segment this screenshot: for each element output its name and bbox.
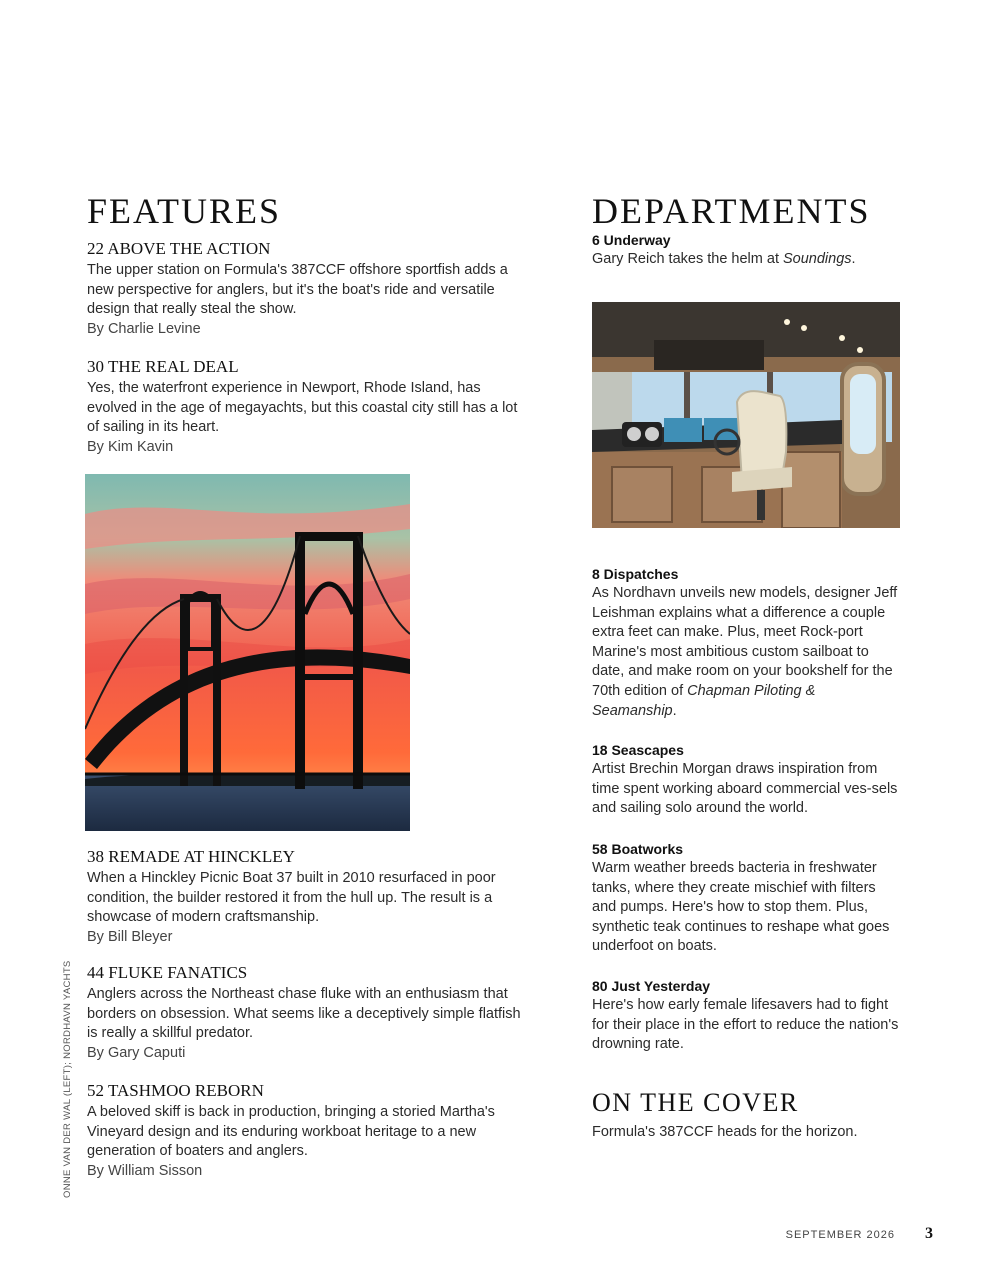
department-heading: 18 Seascapes <box>592 742 684 758</box>
feature-byline: By Bill Bleyer <box>87 928 173 945</box>
feature-number: 22 <box>87 239 104 258</box>
feature-number: 44 <box>87 963 104 982</box>
book-title: Chapman Piloting & Seamanship <box>592 682 816 719</box>
feature-title: TASHMOO REBORN <box>107 1081 264 1100</box>
feature-title: ABOVE THE ACTION <box>107 239 271 258</box>
feature-byline: By William Sisson <box>87 1162 203 1179</box>
bridge-illustration <box>85 474 410 831</box>
feature-description: Anglers across the Northeast chase fluke with an enthusiasm that borders on obsession. What seems like a deceptively simple flatfish is really a skillful predator. <box>87 986 521 1042</box>
feature-byline: By Gary Caputi <box>87 1044 186 1061</box>
department-item[interactable] <box>592 840 902 957</box>
feature-byline: By Kim Kavin <box>87 438 174 455</box>
feature-description: When a Hinckley Picnic Boat 37 built in 2010 resurfaced in poor condition, the builder restored it from the hull up. The result is a showcase of modern craftsmanship. <box>87 870 496 926</box>
feature-number: 30 <box>87 357 104 376</box>
feature-number: 38 <box>87 847 104 866</box>
department-heading: 6 Underway <box>592 232 671 248</box>
publication-name: Soundings <box>783 251 852 267</box>
helm-illustration <box>592 302 900 528</box>
feature-byline: By Charlie Levine <box>87 320 201 337</box>
feature-item[interactable] <box>87 1081 527 1181</box>
feature-heading <box>87 239 527 259</box>
feature-title: THE REAL DEAL <box>107 357 239 376</box>
feature-heading <box>87 357 527 377</box>
feature-item[interactable] <box>87 847 527 947</box>
features-title: FEATURES <box>87 191 282 231</box>
department-item[interactable] <box>592 977 902 1055</box>
department-description: Here's how early female lifesavers had to fight for their place in the effort to reduce the nation's drowning rate. <box>592 997 899 1053</box>
feature-item[interactable] <box>87 963 527 1063</box>
feature-description: A beloved skiff is back in production, bringing a storied Martha's Vineyard design and its enduring workboat heritage to a new generation of boaters and anglers. <box>87 1104 495 1160</box>
feature-title: FLUKE FANATICS <box>108 963 248 982</box>
department-description: Warm weather breeds bacteria in freshwater tanks, where they create mischief with filters and pumps. Here's how to stop them. Plus, synthetic teak continues to reshape what goes underfoot on boats. <box>592 860 890 955</box>
photo-credit: ONNE VAN DER WAL (LEFT); NORDHAVN YACHTS <box>62 960 73 1198</box>
departments-column <box>592 0 902 1280</box>
feature-item[interactable] <box>87 357 527 457</box>
department-item[interactable] <box>592 231 902 270</box>
feature-title: REMADE AT HINCKLEY <box>108 847 295 866</box>
department-item[interactable] <box>592 741 902 819</box>
helm-interior-photo <box>592 302 900 528</box>
feature-heading <box>87 847 527 867</box>
feature-heading <box>87 963 527 983</box>
department-description: Gary Reich takes the helm at Soundings. <box>592 251 856 267</box>
issue-date: SEPTEMBER 2026 <box>785 1229 895 1241</box>
feature-description: Yes, the waterfront experience in Newport, Rhode Island, has evolved in the age of megayachts, but this coastal city still has a lot of sailing in its heart. <box>87 380 518 436</box>
cover-description: Formula's 387CCF heads for the horizon. <box>592 1124 858 1140</box>
feature-item[interactable] <box>87 239 527 339</box>
departments-title: DEPARTMENTS <box>592 191 871 231</box>
department-description: Artist Brechin Morgan draws inspiration from time spent working aboard commercial ves-sels and sailing solo around the world. <box>592 761 898 817</box>
cover-title: ON THE COVER <box>592 1088 799 1117</box>
department-heading: 80 Just Yesterday <box>592 978 711 994</box>
feature-description: The upper station on Formula's 387CCF offshore sportfish adds a new perspective for anglers, but it's the boat's ride and versatile design that really steal the show. <box>87 262 508 318</box>
department-description: As Nordhavn unveils new models, designer Jeff Leishman explains what a difference a couple extra feet can make. Plus, meet Rock-port Marine's most ambitious custom sailboat to date, and make room on your bookshelf for the 70th edition of Chapman Piloting & Seamanship. <box>592 585 898 719</box>
feature-number: 52 <box>87 1081 104 1100</box>
department-heading: 8 Dispatches <box>592 566 679 582</box>
department-item[interactable] <box>592 565 902 721</box>
bridge-sunset-photo <box>85 474 410 831</box>
department-heading: 58 Boatworks <box>592 841 684 857</box>
feature-heading <box>87 1081 527 1101</box>
page-number: 3 <box>925 1225 933 1242</box>
